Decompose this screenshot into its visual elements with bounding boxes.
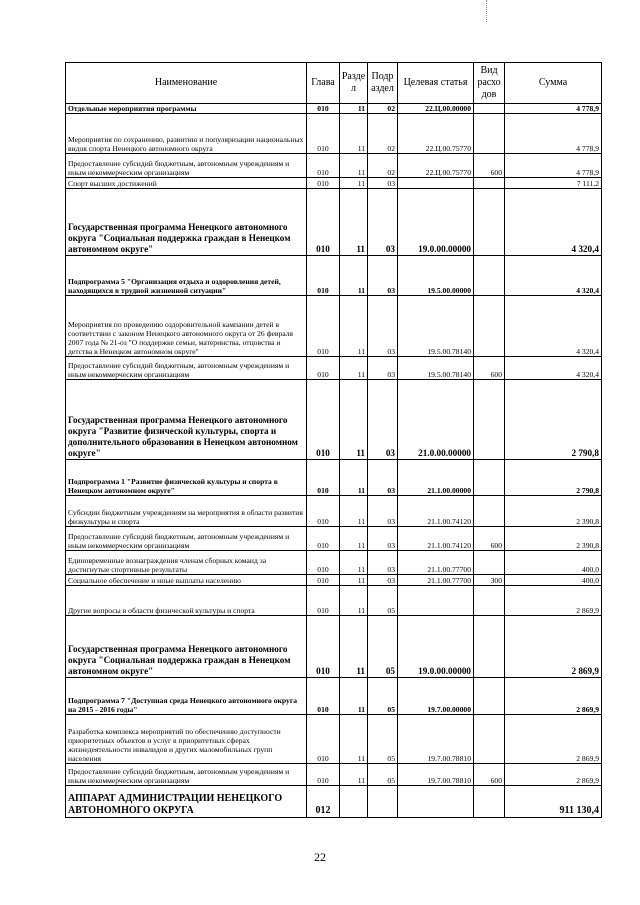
row-subsection: 05	[368, 764, 398, 786]
row-chapter: 010	[307, 551, 340, 575]
table-row	[66, 575, 602, 586]
row-chapter: 010	[307, 178, 340, 189]
row-expense-type	[474, 586, 505, 616]
row-subsection: 03	[368, 527, 398, 551]
row-expense-type	[474, 551, 505, 575]
row-section: 11	[340, 575, 368, 586]
row-target: 19.7.00.00000	[398, 678, 474, 715]
table-row	[66, 357, 602, 380]
row-subsection: 03	[368, 357, 398, 380]
row-sum: 4 320,4	[505, 256, 602, 296]
row-section	[340, 786, 368, 818]
row-subsection: 05	[368, 678, 398, 715]
row-name: Мероприятия по проведению оздоровительной кампании детей в соответствии с законом Ненецкого автономного округа от 26 февраля 2007 года № 21-оз "О поддержке семьи, материнства, отцовства и детства в Ненецком автономном округе"	[66, 296, 307, 357]
scan-artifact-line	[486, 0, 488, 22]
row-chapter: 010	[307, 460, 340, 496]
table-row	[66, 678, 602, 715]
row-target: 22.Ц.00.75770	[398, 154, 474, 178]
row-subsection: 03	[368, 189, 398, 256]
row-target: 21.1.00.74120	[398, 496, 474, 527]
row-expense-type: 600	[474, 527, 505, 551]
row-subsection: 02	[368, 114, 398, 154]
row-subsection: 03	[368, 496, 398, 527]
row-target: 22.Ц.00.75770	[398, 114, 474, 154]
row-sum: 2 390,8	[505, 496, 602, 527]
row-expense-type	[474, 460, 505, 496]
row-section: 11	[340, 189, 368, 256]
row-chapter: 010	[307, 104, 340, 114]
header-section: Разде л	[340, 63, 368, 104]
row-section: 11	[340, 764, 368, 786]
table-row	[66, 296, 602, 357]
table-row	[66, 551, 602, 575]
row-subsection: 03	[368, 256, 398, 296]
row-expense-type	[474, 786, 505, 818]
row-expense-type	[474, 189, 505, 256]
row-sum: 400,0	[505, 575, 602, 586]
row-expense-type	[474, 256, 505, 296]
table-row	[66, 114, 602, 154]
row-target: 21.1.00.74120	[398, 527, 474, 551]
row-target: 21.1.00.77700	[398, 575, 474, 586]
row-sum: 2 790,8	[505, 380, 602, 460]
row-section: 11	[340, 616, 368, 678]
row-section: 11	[340, 256, 368, 296]
row-name: Подпрограмма 7 "Доступная среда Ненецкого автономного округа на 2015 - 2016 годы"	[66, 678, 307, 715]
table-row	[66, 460, 602, 496]
row-subsection: 02	[368, 104, 398, 114]
row-expense-type: 600	[474, 764, 505, 786]
row-section: 11	[340, 154, 368, 178]
table-header-row	[66, 63, 602, 104]
row-subsection	[368, 786, 398, 818]
row-name: Субсидии бюджетным учреждениям на мероприятия в области развития физкультуры и спорта	[66, 496, 307, 527]
row-expense-type	[474, 496, 505, 527]
table-row	[66, 256, 602, 296]
row-chapter: 010	[307, 678, 340, 715]
row-section: 11	[340, 496, 368, 527]
row-expense-type: 600	[474, 154, 505, 178]
row-subsection: 03	[368, 575, 398, 586]
row-section: 11	[340, 114, 368, 154]
row-expense-type	[474, 104, 505, 114]
row-name: Предоставление субсидий бюджетным, автономным учреждениям и иным некоммерческим организациям	[66, 357, 307, 380]
header-target: Целевая статья	[398, 63, 474, 104]
row-target: 19.7.00.78810	[398, 715, 474, 764]
row-chapter: 010	[307, 380, 340, 460]
table-row	[66, 496, 602, 527]
row-name: Мероприятия по сохранению, развитию и популяризации национальных видов спорта Ненецкого автономного округа	[66, 114, 307, 154]
row-name: Государственная программа Ненецкого автономного округа "Развитие физической культуры, спорта и дополнительного образования в Ненецком автономном округе"	[66, 380, 307, 460]
table-row	[66, 586, 602, 616]
row-name: Единовременные вознаграждения членам сборных команд за достигнутые спортивные результаты	[66, 551, 307, 575]
row-chapter: 010	[307, 256, 340, 296]
table-row	[66, 104, 602, 114]
row-sum: 4 320,4	[505, 357, 602, 380]
table-row	[66, 786, 602, 818]
row-sum: 4 778,9	[505, 114, 602, 154]
table-row	[66, 764, 602, 786]
row-chapter: 010	[307, 764, 340, 786]
row-section: 11	[340, 178, 368, 189]
row-chapter: 010	[307, 715, 340, 764]
row-expense-type	[474, 715, 505, 764]
row-chapter: 010	[307, 154, 340, 178]
row-subsection: 02	[368, 154, 398, 178]
row-subsection: 03	[368, 551, 398, 575]
row-section: 11	[340, 527, 368, 551]
row-target	[398, 786, 474, 818]
header-chapter: Глава	[307, 63, 340, 104]
row-target: 19.0.00.00000	[398, 616, 474, 678]
row-chapter: 010	[307, 189, 340, 256]
header-name: Наименование	[66, 63, 307, 104]
row-name: Подпрограмма 1 "Развитие физической культуры и спорта в Ненецком автономном округе"	[66, 460, 307, 496]
row-target: 21.0.00.00000	[398, 380, 474, 460]
row-name: Социальное обеспечение и иные выплаты населению	[66, 575, 307, 586]
row-section: 11	[340, 104, 368, 114]
row-sum: 4 320,4	[505, 296, 602, 357]
row-chapter: 010	[307, 527, 340, 551]
row-sum: 4 320,4	[505, 189, 602, 256]
row-sum: 4 778,9	[505, 104, 602, 114]
row-name: Предоставление субсидий бюджетным, автономным учреждениям и иным некоммерческим организациям	[66, 527, 307, 551]
row-subsection: 05	[368, 616, 398, 678]
row-target: 21.1.00.77700	[398, 551, 474, 575]
row-name: Разработка комплекса мероприятий по обеспечению доступности приоритетных объектов и услуг в приоритетных сферах жизнедеятельности инвалидов и других маломобильных групп населения	[66, 715, 307, 764]
row-section: 11	[340, 551, 368, 575]
table-row	[66, 178, 602, 189]
row-chapter: 010	[307, 496, 340, 527]
row-target: 19.5.00.00000	[398, 256, 474, 296]
row-chapter: 010	[307, 616, 340, 678]
row-name: Предоставление субсидий бюджетным, автономным учреждениям и иным некоммерческим организациям	[66, 764, 307, 786]
row-expense-type	[474, 678, 505, 715]
row-expense-type	[474, 296, 505, 357]
row-section: 11	[340, 357, 368, 380]
row-expense-type	[474, 114, 505, 154]
row-expense-type	[474, 616, 505, 678]
header-sum: Сумма	[505, 63, 602, 104]
row-name: Спорт высших достижений	[66, 178, 307, 189]
row-subsection: 03	[368, 460, 398, 496]
row-sum: 2 869,9	[505, 715, 602, 764]
row-sum: 4 778,9	[505, 154, 602, 178]
row-chapter: 010	[307, 586, 340, 616]
table-row	[66, 616, 602, 678]
row-sum: 2 869,9	[505, 586, 602, 616]
row-name: АППАРАТ АДМИНИСТРАЦИИ НЕНЕЦКОГО АВТОНОМНОГО ОКРУГА	[66, 786, 307, 818]
row-sum: 7 111,2	[505, 178, 602, 189]
row-section: 11	[340, 460, 368, 496]
row-subsection: 03	[368, 178, 398, 189]
row-name: Отдельные мероприятия программы	[66, 104, 307, 114]
row-section: 11	[340, 715, 368, 764]
row-target: 19.5.00.78140	[398, 296, 474, 357]
row-subsection: 03	[368, 296, 398, 357]
row-name: Государственная программа Ненецкого автономного округа "Социальная поддержка граждан в Ненецком автономном округе"	[66, 189, 307, 256]
table-row	[66, 154, 602, 178]
row-target	[398, 178, 474, 189]
budget-table	[65, 62, 602, 818]
table-row	[66, 715, 602, 764]
row-sum: 400,0	[505, 551, 602, 575]
row-target	[398, 586, 474, 616]
row-target: 22.Ц.00.00000	[398, 104, 474, 114]
row-sum: 2 869,9	[505, 616, 602, 678]
row-target: 19.7.00.78810	[398, 764, 474, 786]
row-chapter: 010	[307, 114, 340, 154]
row-target: 19.0.00.00000	[398, 189, 474, 256]
row-sum: 911 130,4	[505, 786, 602, 818]
row-name: Предоставление субсидий бюджетным, автономным учреждениям и иным некоммерческим организациям	[66, 154, 307, 178]
row-chapter: 010	[307, 357, 340, 380]
row-sum: 2 869,9	[505, 764, 602, 786]
row-section: 11	[340, 296, 368, 357]
row-section: 11	[340, 586, 368, 616]
header-subsection: Подр аздел	[368, 63, 398, 104]
table-row	[66, 527, 602, 551]
row-chapter: 010	[307, 575, 340, 586]
row-sum: 2 390,8	[505, 527, 602, 551]
row-expense-type: 300	[474, 575, 505, 586]
table-row	[66, 189, 602, 256]
row-target: 19.5.00.78140	[398, 357, 474, 380]
row-chapter: 012	[307, 786, 340, 818]
row-section: 11	[340, 380, 368, 460]
row-name: Подпрограмма 5 "Организация отдыха и оздоровления детей, находящихся в трудной жизненной ситуации"	[66, 256, 307, 296]
header-expense-type: Вид расхо дов	[474, 63, 505, 104]
row-subsection: 05	[368, 586, 398, 616]
row-expense-type	[474, 380, 505, 460]
row-subsection: 05	[368, 715, 398, 764]
row-sum: 2 790,8	[505, 460, 602, 496]
table-row	[66, 380, 602, 460]
row-name: Государственная программа Ненецкого автономного округа "Социальная поддержка граждан в Ненецком автономном округе"	[66, 616, 307, 678]
row-subsection: 03	[368, 380, 398, 460]
page-number: 22	[314, 850, 326, 864]
row-chapter: 010	[307, 296, 340, 357]
row-expense-type	[474, 178, 505, 189]
row-section: 11	[340, 678, 368, 715]
row-name: Другие вопросы в области физической культуры и спорта	[66, 586, 307, 616]
row-expense-type: 600	[474, 357, 505, 380]
row-sum: 2 869,9	[505, 678, 602, 715]
row-target: 21.1.00.00000	[398, 460, 474, 496]
